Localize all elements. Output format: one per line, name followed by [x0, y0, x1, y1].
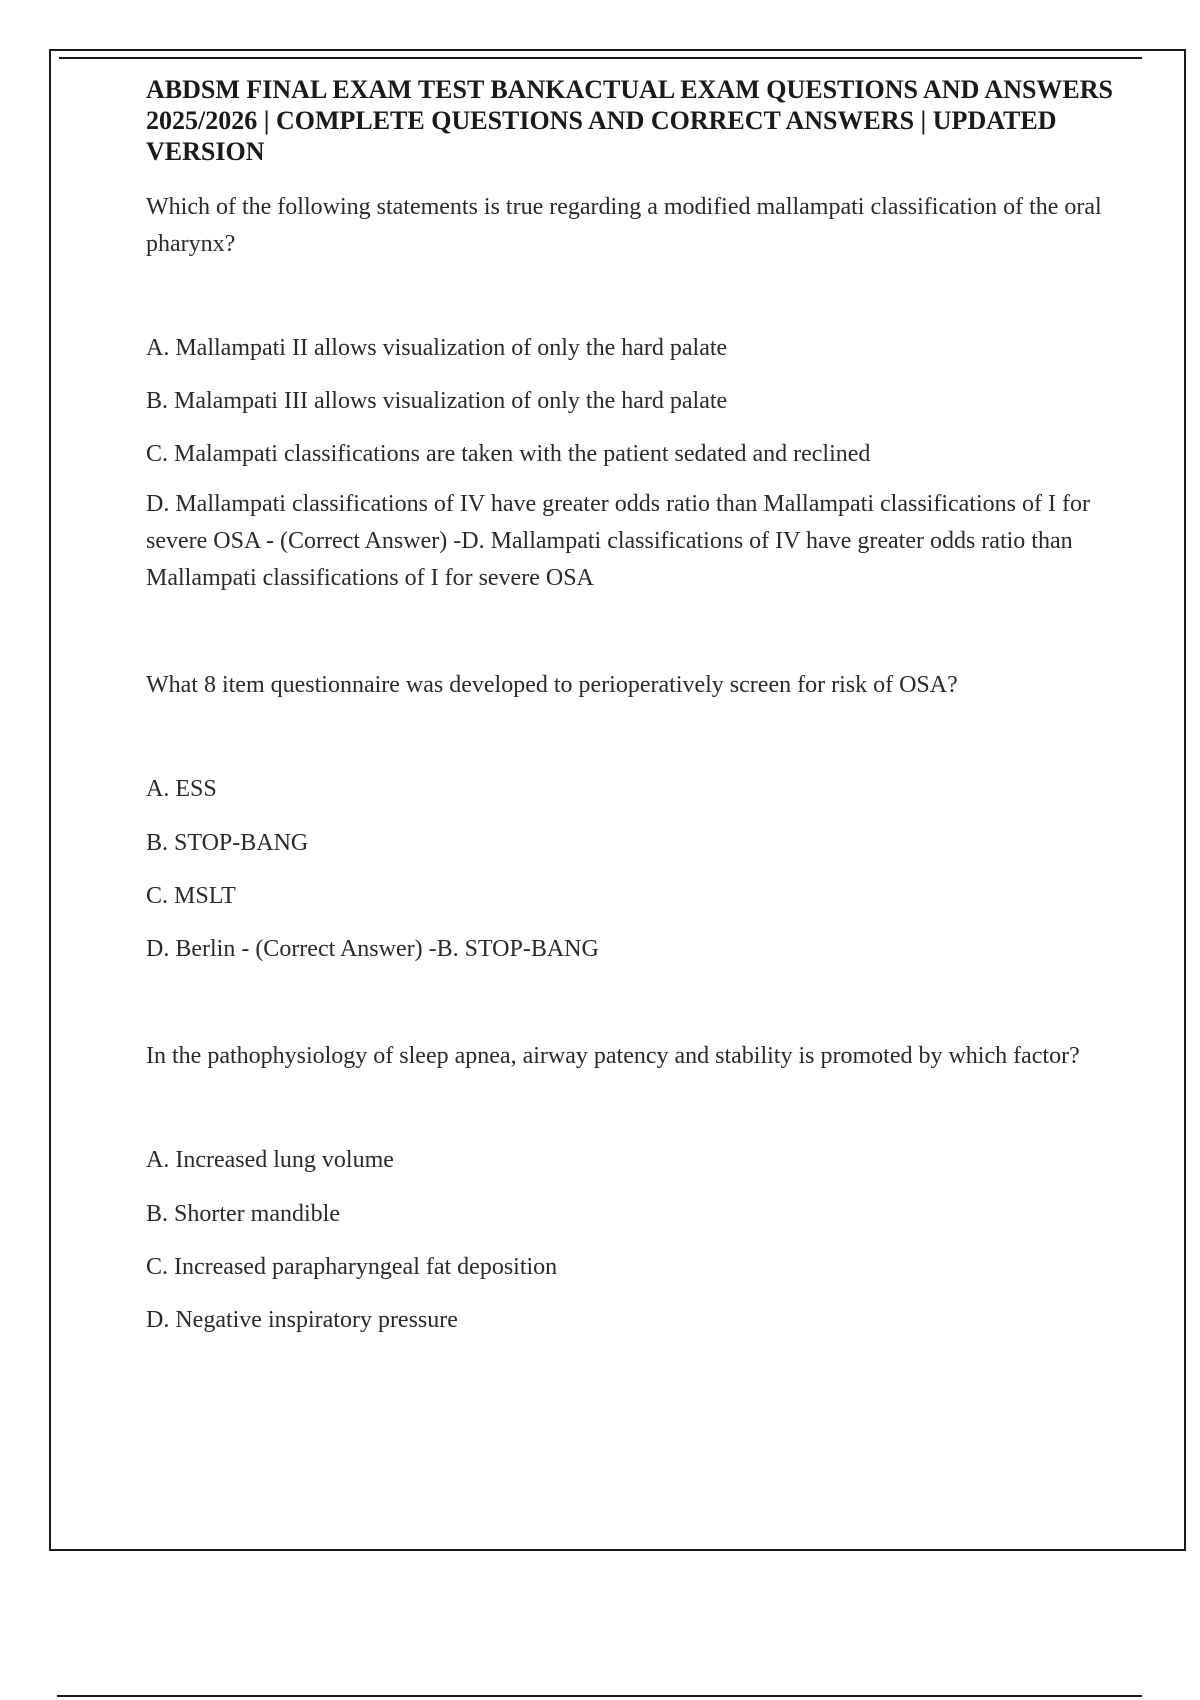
- question-block-3: [146, 1038, 1126, 1339]
- page-frame: [49, 49, 1186, 1551]
- question-3-option-d: D. Negative inspiratory pressure: [146, 1307, 458, 1333]
- question-2-option-d: D. Berlin - (Correct Answer) -B. STOP-BANG: [146, 936, 599, 962]
- question-1-option-a: A. Mallampati II allows visualization of only the hard palate: [146, 335, 728, 361]
- question-2-option-c: C. MSLT: [146, 883, 236, 909]
- question-block-2: [146, 667, 1126, 968]
- question-3-option-b: B. Shorter mandible: [146, 1201, 340, 1227]
- question-2-option-b: B. STOP-BANG: [146, 830, 309, 856]
- question-1-options: [146, 330, 1126, 597]
- question-1-option-b: B. Malampati III allows visualization of only the hard palate: [146, 388, 728, 414]
- question-3-text: In the pathophysiology of sleep apnea, airway patency and stability is promoted by which factor?: [146, 1043, 1080, 1069]
- question-2-text: What 8 item questionnaire was developed to perioperatively screen for risk of OSA?: [146, 672, 958, 698]
- question-3-option-a: A. Increased lung volume: [146, 1147, 394, 1173]
- question-3-option-c: C. Increased parapharyngeal fat deposition: [146, 1254, 558, 1280]
- bottom-rule: [57, 1695, 1142, 1697]
- document-content: [146, 74, 1126, 1339]
- question-block-1: [146, 189, 1126, 597]
- top-rule: [59, 57, 1142, 59]
- question-2-option-a: A. ESS: [146, 776, 217, 802]
- question-3-options: [146, 1142, 1126, 1339]
- document-title: ABDSM FINAL EXAM TEST BANKACTUAL EXAM QUESTIONS AND ANSWERS 2025/2026 | COMPLETE QUESTIONS AND CORRECT ANSWERS | UPDATED VERSION: [146, 75, 1114, 166]
- question-1-option-c: C. Malampati classifications are taken with the patient sedated and reclined: [146, 441, 871, 467]
- question-1-option-d: D. Mallampati classifications of IV have greater odds ratio than Mallampati classifications of I for severe OSA - (Correct Answer) -D. Mallampati classifications of IV have greater odds ratio than Mallampati classifications of I for severe OSA: [146, 491, 1090, 591]
- question-1-text: Which of the following statements is true regarding a modified mallampati classification of the oral pharynx?: [146, 194, 1102, 257]
- question-2-options: [146, 771, 1126, 968]
